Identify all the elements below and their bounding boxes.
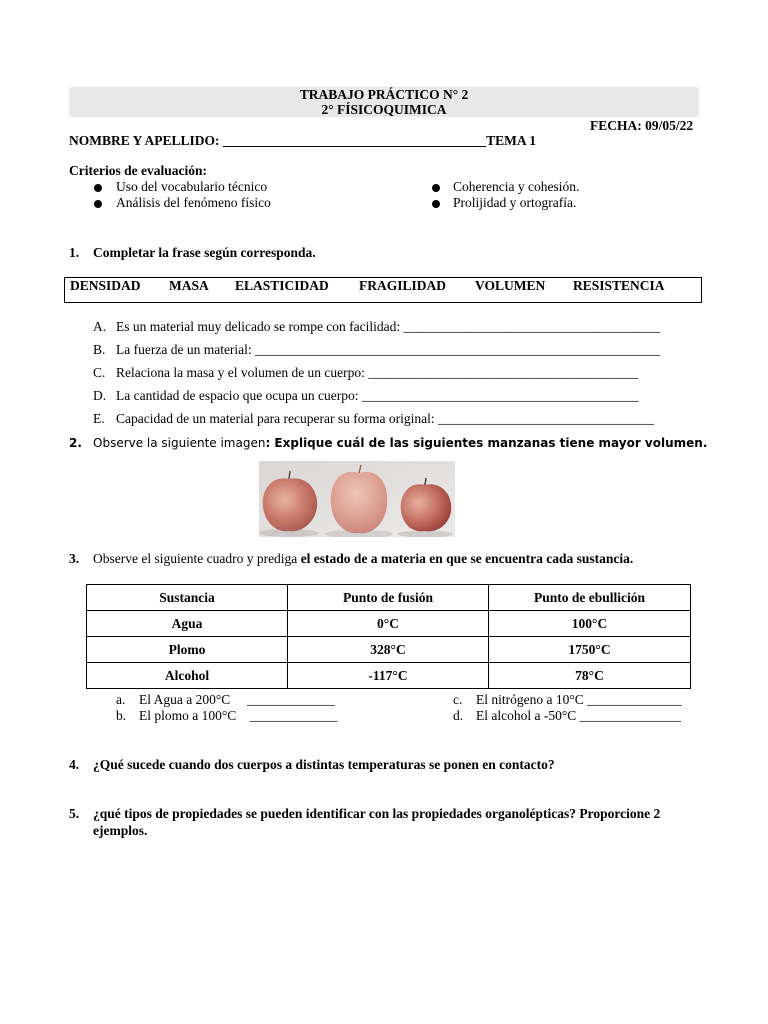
- bullet-icon: [432, 200, 440, 208]
- bullet-icon: [432, 184, 440, 192]
- item-letter: d.: [453, 708, 464, 723]
- table-cell: 0°C: [288, 611, 489, 637]
- criteria-item: Prolijidad y ortografía.: [453, 195, 577, 210]
- table-cell: Agua: [87, 611, 288, 637]
- question-number: 2.: [69, 436, 82, 450]
- date-label: FECHA: 09/05/22: [590, 118, 694, 133]
- table-header-row: [87, 585, 691, 611]
- fill-in-item: Capacidad de un material para recuperar su forma original: ________________________________: [116, 411, 654, 426]
- question-5-text-line1: ¿qué tipos de propiedades se pueden identificar con las propiedades organolépticas? Proporcione 2: [93, 806, 661, 821]
- criteria-item: Análisis del fenómeno físico: [116, 195, 271, 210]
- fill-in-item: Relaciona la masa y el volumen de un cuerpo: ________________________________________: [116, 365, 639, 380]
- word-bank-item: DENSIDAD: [70, 278, 141, 293]
- question-number: 3.: [69, 551, 80, 566]
- item-letter: C.: [93, 365, 106, 380]
- table-row: [87, 637, 691, 663]
- word-bank-box: [64, 277, 702, 303]
- question-2-text: [93, 436, 707, 450]
- word-bank-item: ELASTICIDAD: [235, 278, 329, 293]
- word-bank-item: FRAGILIDAD: [359, 278, 447, 293]
- item-letter: E.: [93, 411, 105, 426]
- item-letter: D.: [93, 388, 107, 403]
- question-2-bold: : Explique cuál de las siguientes manzanas tiene mayor volumen.: [265, 436, 708, 450]
- question-3-text: [93, 551, 633, 567]
- table-cell: 1750°C: [489, 637, 691, 663]
- question-number: 4.: [69, 757, 80, 772]
- bullet-icon: [94, 200, 102, 208]
- fill-in-item: Es un material muy delicado se rompe con facilidad: ______________________________________: [116, 319, 661, 334]
- bullet-icon: [94, 184, 102, 192]
- apples-image: [259, 461, 455, 537]
- question-3-plain: Observe el siguiente cuadro y prediga: [93, 551, 301, 566]
- item-letter: A.: [93, 319, 107, 334]
- question-number: 5.: [69, 806, 80, 821]
- question-4-text: ¿Qué sucede cuando dos cuerpos a distintas temperaturas se ponen en contacto?: [93, 757, 555, 772]
- table-row: [87, 663, 691, 689]
- table-cell: 328°C: [288, 637, 489, 663]
- substances-table: [86, 584, 691, 689]
- criteria-item: Uso del vocabulario técnico: [116, 179, 268, 194]
- table-header-cell: Sustancia: [87, 585, 288, 611]
- question-2-plain: Observe la siguiente imagen: [93, 436, 266, 450]
- word-bank-item: VOLUMEN: [475, 278, 546, 293]
- table-header-cell: Punto de fusión: [288, 585, 489, 611]
- table-cell: Alcohol: [87, 663, 288, 689]
- name-line: NOMBRE Y APELLIDO: _______________________________________TEMA 1: [69, 133, 537, 148]
- table-cell: Plomo: [87, 637, 288, 663]
- item-letter: a.: [116, 692, 126, 707]
- state-item: El nitrógeno a 10°C ______________: [476, 692, 682, 707]
- fill-in-item: La cantidad de espacio que ocupa un cuerpo: _________________________________________: [116, 388, 639, 403]
- state-item: El alcohol a -50°C _______________: [476, 708, 681, 723]
- document-subtitle: 2° FÍSICOQUIMICA: [321, 102, 447, 117]
- table-cell: -117°C: [288, 663, 489, 689]
- item-letter: b.: [116, 708, 127, 723]
- table-cell: 100°C: [489, 611, 691, 637]
- criteria-item: Coherencia y cohesión.: [453, 179, 580, 194]
- document-title: TRABAJO PRÁCTICO N° 2: [299, 87, 469, 102]
- criteria-heading: Criterios de evaluación:: [69, 163, 207, 178]
- table-cell: 78°C: [489, 663, 691, 689]
- table-row: [87, 611, 691, 637]
- word-bank-item: MASA: [169, 278, 209, 293]
- fill-in-item: La fuerza de un material: ____________________________________________________________: [116, 342, 661, 357]
- word-bank-item: RESISTENCIA: [573, 278, 665, 293]
- question-1-text: Completar la frase según corresponda.: [93, 245, 316, 260]
- question-number: 1.: [69, 245, 80, 260]
- state-item: El Agua a 200°C _____________: [139, 692, 335, 707]
- question-5-text-line2: ejemplos.: [93, 823, 148, 838]
- question-3-bold: el estado de a materia en que se encuentra cada sustancia.: [300, 551, 634, 566]
- state-item: El plomo a 100°C _____________: [139, 708, 338, 723]
- item-letter: c.: [453, 692, 463, 707]
- table-header-cell: Punto de ebullición: [489, 585, 691, 611]
- item-letter: B.: [93, 342, 106, 357]
